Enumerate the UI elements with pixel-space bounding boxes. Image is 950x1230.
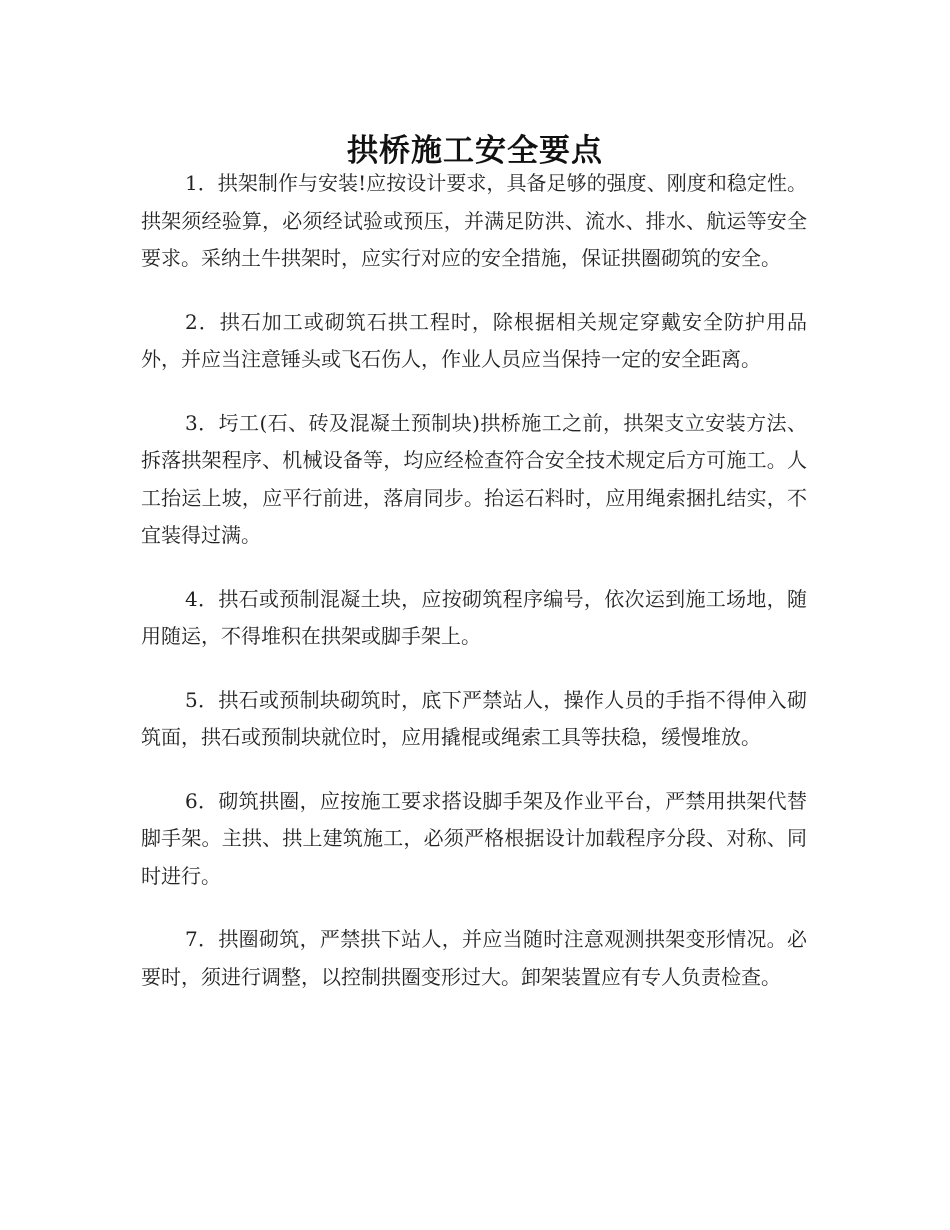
paragraph-1: 1．拱架制作与安装!应按设计要求，具备足够的强度、刚度和稳定性。拱架须经验算，必须经试验或预压，并满足防洪、流水、排水、航运等安全要求。采纳土牛拱架时，应实行对应的安全措施，保证拱圈砌筑的安全。 (141, 171, 807, 270)
document-body (141, 165, 807, 1022)
paragraph-5: 5．拱石或预制块砌筑时，底下严禁站人，操作人员的手指不得伸入砌筑面，拱石或预制块就位时，应用撬棍或绳索工具等扶稳，缓慢堆放。 (141, 687, 807, 749)
paragraph-3: 3．圬工(石、砖及混凝土预制块)拱桥施工之前，拱架支立安装方法、拆落拱架程序、机械设备等，均应经检查符合安全技术规定后方可施工。人工抬运上坡，应平行前进，落肩同步。抬运石料时，应用绳索捆扎结实，不宜装得过满。 (141, 410, 807, 547)
paragraph-6: 6．砌筑拱圈，应按施工要求搭设脚手架及作业平台，严禁用拱架代替脚手架。主拱、拱上建筑施工，必须严格根据设计加载程序分段、对称、同时进行。 (141, 788, 807, 888)
paragraph-2: 2．拱石加工或砌筑石拱工程时，除根据相关规定穿戴安全防护用品外，并应当注意锤头或飞石伤人，作业人员应当保持一定的安全距离。 (141, 309, 807, 371)
paragraph-7: 7．拱圈砌筑，严禁拱下站人，并应当随时注意观测拱架变形情况。必要时，须进行调整，以控制拱圈变形过大。卸架装置应有专人负责检查。 (141, 927, 807, 989)
paragraph-4: 4．拱石或预制混凝土块，应按砌筑程序编号，依次运到施工场地，随用随运，不得堆积在拱架或脚手架上。 (141, 586, 807, 648)
document-title: 拱桥施工安全要点 (347, 132, 603, 169)
